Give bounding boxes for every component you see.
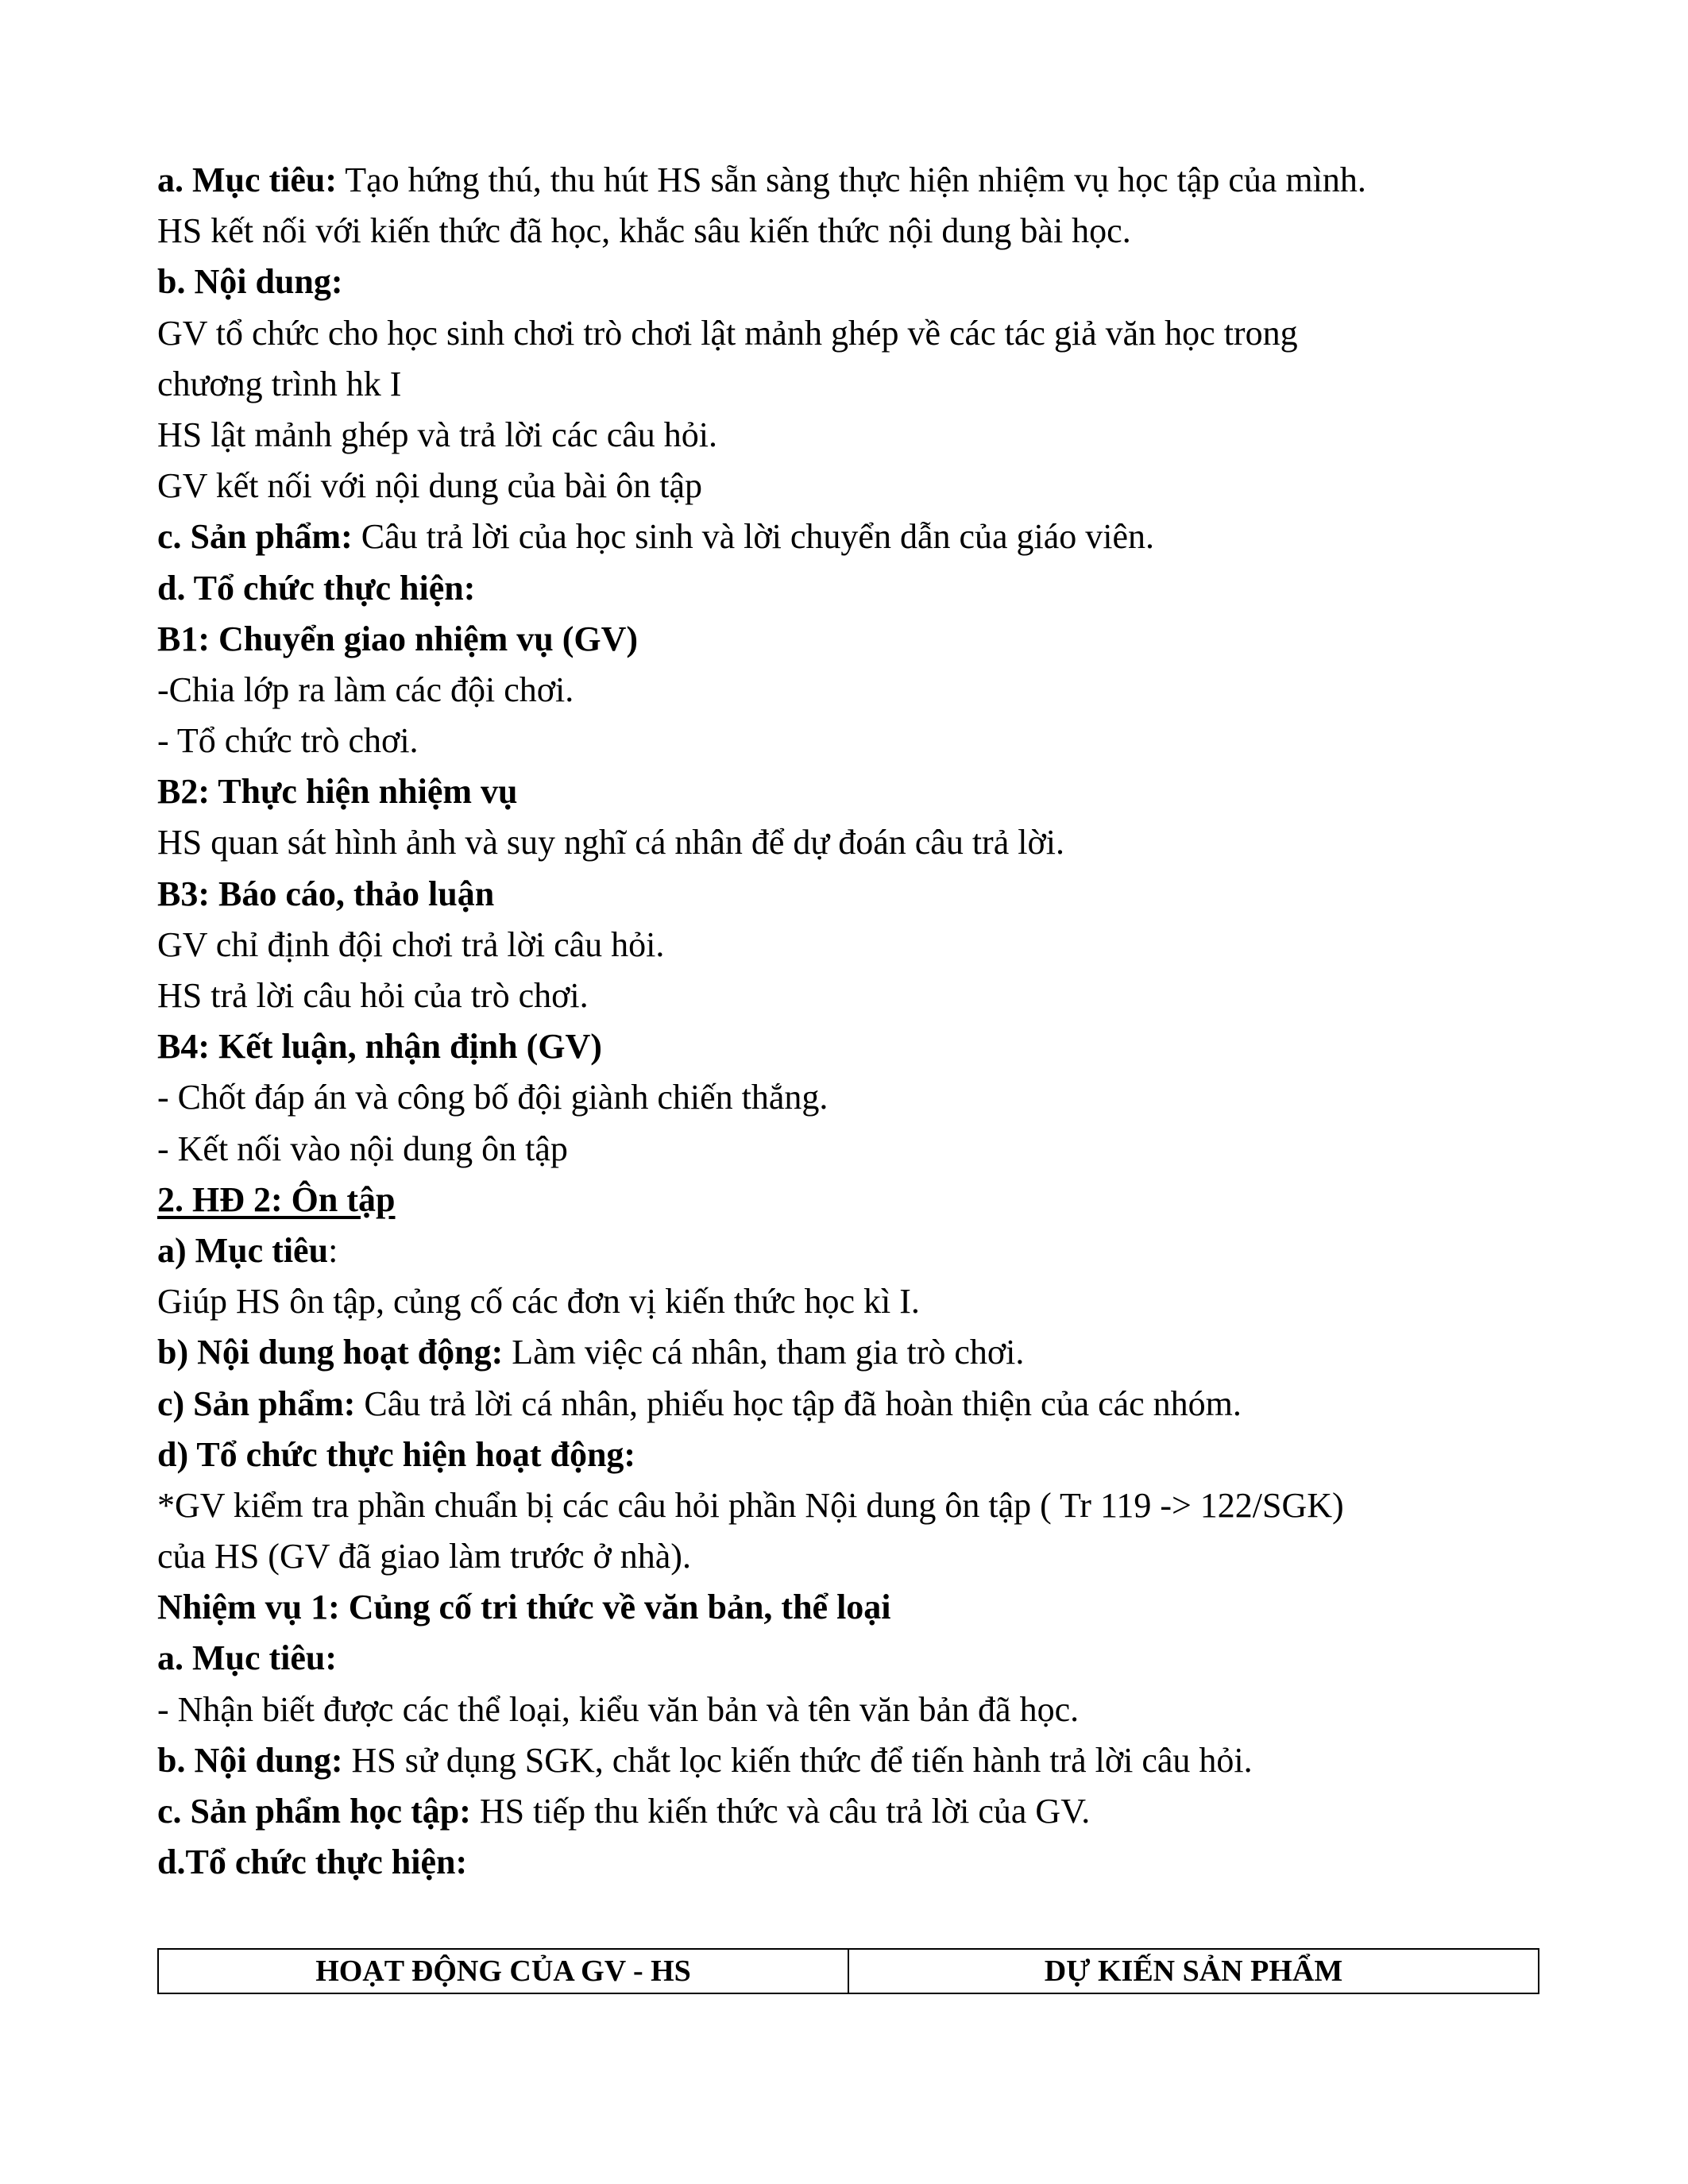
line-text: của HS (GV đã giao làm trước ở nhà). — [157, 1537, 691, 1576]
line-text: HS sử dụng SGK, chắt lọc kiến thức để tiến hành trả lời câu hỏi. — [342, 1740, 1253, 1780]
activity-table — [157, 1948, 1539, 1994]
line-bold: a. Mục tiêu: — [157, 1638, 338, 1678]
line-bold: B4: Kết luận, nhận định (GV) — [157, 1027, 602, 1067]
text-line — [157, 359, 1539, 410]
text-line — [157, 1684, 1539, 1735]
text-line — [157, 920, 1539, 970]
text-line — [157, 614, 1539, 665]
line-bold: B3: Báo cáo, thảo luận — [157, 874, 495, 913]
text-line — [157, 511, 1539, 562]
line-text: : — [328, 1230, 338, 1270]
line-text: GV kết nối với nội dung của bài ôn tập — [157, 466, 703, 506]
text-line — [157, 1225, 1539, 1276]
document-body — [157, 155, 1539, 1888]
section-heading-text: 2. HĐ 2: Ôn tập — [157, 1179, 396, 1219]
line-text: - Kết nối vào nội dung ôn tập — [157, 1129, 568, 1168]
text-line — [157, 1531, 1539, 1582]
text-line — [157, 1582, 1539, 1633]
text-line — [157, 716, 1539, 766]
text-line — [157, 1276, 1539, 1327]
line-text: Giúp HS ôn tập, củng cố các đơn vị kiến thức học kì I. — [157, 1282, 920, 1322]
line-bold: B2: Thực hiện nhiệm vụ — [157, 772, 518, 812]
table — [157, 1948, 1539, 1994]
text-line — [157, 461, 1539, 511]
text-line — [157, 1124, 1539, 1175]
text-line — [157, 1786, 1539, 1837]
line-text: - Chốt đáp án và công bố đội giành chiến thắng. — [157, 1078, 829, 1117]
line-bold: c. Sản phẩm: — [157, 517, 353, 557]
text-line — [157, 970, 1539, 1021]
line-text: - Nhận biết được các thể loại, kiểu văn bản và tên văn bản đã học. — [157, 1689, 1080, 1729]
line-text: GV chỉ định đội chơi trả lời câu hỏi. — [157, 924, 665, 964]
line-text: HS quan sát hình ảnh và suy nghĩ cá nhân để dự đoán câu trả lời. — [157, 823, 1064, 862]
text-line — [157, 1327, 1539, 1378]
line-bold: d. Tổ chức thực hiện: — [157, 568, 476, 608]
line-text: Tạo hứng thú, thu hút HS sẵn sàng thực hiện nhiệm vụ học tập của mình. — [337, 160, 1366, 199]
text-line — [157, 1072, 1539, 1123]
text-line — [157, 1379, 1539, 1430]
text-line — [157, 1837, 1539, 1888]
line-text: HS trả lời câu hỏi của trò chơi. — [157, 976, 589, 1015]
text-line — [157, 869, 1539, 920]
text-line — [157, 665, 1539, 716]
line-bold: a) Mục tiêu — [157, 1230, 329, 1270]
line-text: Câu trả lời của học sinh và lời chuyển dẫn của giáo viên. — [352, 517, 1155, 557]
line-text: *GV kiểm tra phần chuẩn bị các câu hỏi phần Nội dung ôn tập ( Tr 119 -> 122/SGK) — [157, 1485, 1344, 1525]
line-text: Câu trả lời cá nhân, phiếu học tập đã hoàn thiện của các nhóm. — [355, 1383, 1242, 1423]
line-bold: d) Tổ chức thực hiện hoạt động: — [157, 1434, 636, 1474]
line-text: GV tổ chức cho học sinh chơi trò chơi lật mảnh ghép về các tác giả văn học trong — [157, 313, 1298, 353]
line-text: - Tổ chức trò chơi. — [157, 721, 419, 761]
line-text: chương trình hk I — [157, 364, 402, 403]
line-bold: b) Nội dung hoạt động: — [157, 1333, 504, 1372]
line-bold: c. Sản phẩm học tập: — [157, 1792, 471, 1831]
line-bold: d.Tổ chức thực hiện: — [157, 1843, 468, 1882]
text-line — [157, 155, 1539, 206]
line-bold: a. Mục tiêu: — [157, 160, 338, 199]
text-line — [157, 206, 1539, 257]
line-text: HS kết nối với kiến thức đã học, khắc sâu kiến thức nội dung bài học. — [157, 211, 1131, 251]
line-text: -Chia lớp ra làm các đội chơi. — [157, 669, 574, 709]
section-heading — [157, 1175, 1539, 1225]
text-line — [157, 1480, 1539, 1531]
line-bold: B1: Chuyển giao nhiệm vụ (GV) — [157, 619, 639, 658]
line-text: HS lật mảnh ghép và trả lời các câu hỏi. — [157, 415, 718, 454]
line-bold: b. Nội dung: — [157, 262, 343, 302]
text-line — [157, 563, 1539, 614]
line-bold: c) Sản phẩm: — [157, 1383, 356, 1423]
line-text: Làm việc cá nhân, tham gia trò chơi. — [503, 1333, 1025, 1372]
text-line — [157, 1021, 1539, 1072]
text-line — [157, 1633, 1539, 1684]
line-text: HS tiếp thu kiến thức và câu trả lời của GV. — [470, 1792, 1091, 1831]
text-line — [157, 308, 1539, 359]
text-line — [157, 1735, 1539, 1786]
table-header-expected-product: DỰ KIẾN SẢN PHẨM — [848, 1949, 1539, 1993]
text-line — [157, 257, 1539, 307]
text-line — [157, 410, 1539, 461]
table-header-activity: HOẠT ĐỘNG CỦA GV - HS — [158, 1949, 848, 1993]
table-header-row — [158, 1949, 1539, 1993]
text-line — [157, 766, 1539, 817]
line-bold: b. Nội dung: — [157, 1740, 343, 1780]
text-line — [157, 817, 1539, 868]
text-line — [157, 1430, 1539, 1480]
line-bold: Nhiệm vụ 1: Củng cố tri thức về văn bản, thể loại — [157, 1588, 891, 1627]
